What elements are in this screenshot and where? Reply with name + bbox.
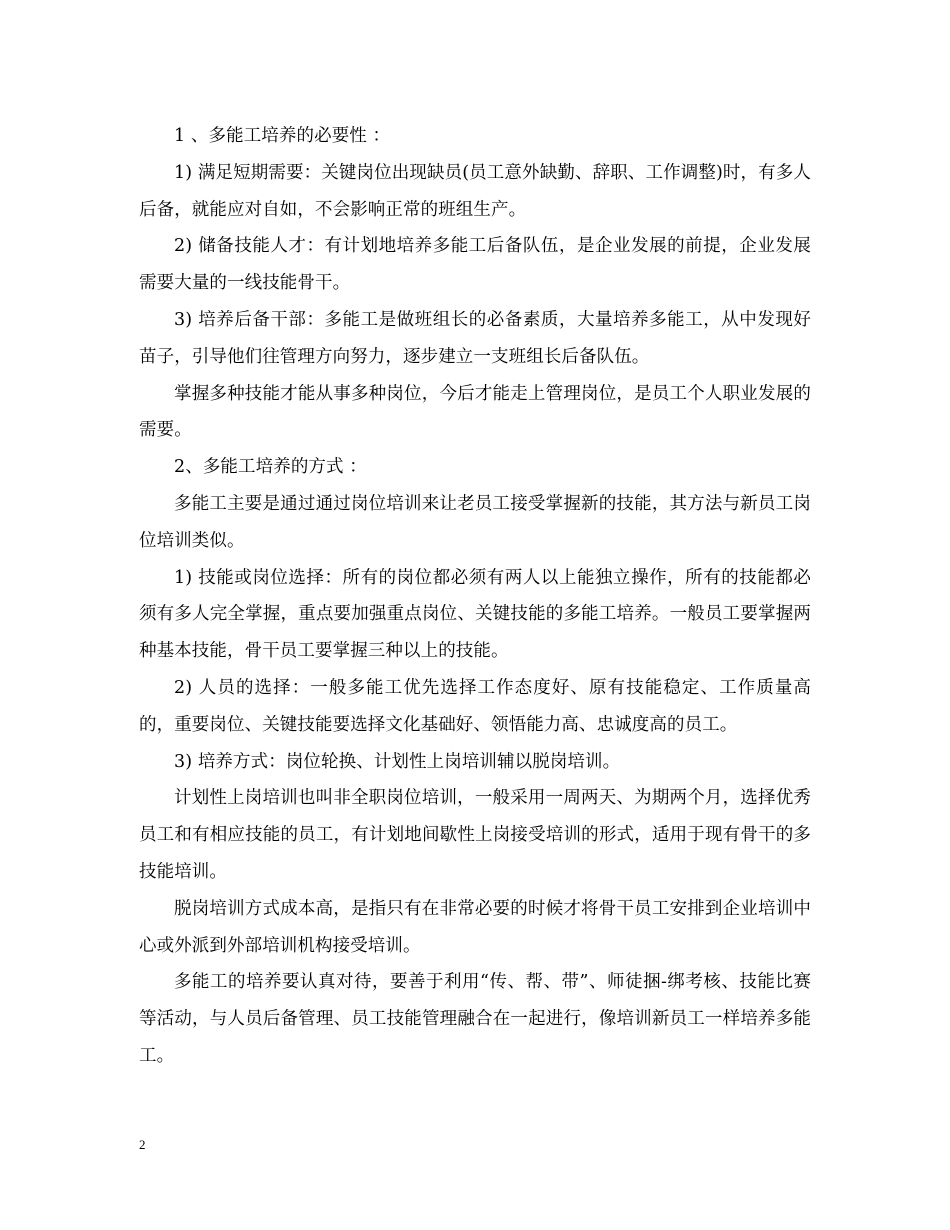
paragraph-methods-intro: 多能工主要是通过通过岗位培训来让老员工接受掌握新的技能，其方法与新员工岗位培训类似。: [139, 493, 811, 551]
paragraph-planned-training: 计划性上岗培训也叫非全职岗位培训，一般采用一周两天、为期两个月，选择优秀员工和有相应技能的员工，有计划地间歇性上岗接受培训的形式，适用于现有骨干的多技能培训。: [139, 788, 811, 882]
paragraph-reserve-cadres: 3) 培养后备干部：多能工是做班组长的必备素质，大量培养多能工，从中发现好苗子，引导他们往管理方向努力，逐步建立一支班组长后备队伍。: [139, 309, 811, 367]
page-number: 2: [139, 1137, 146, 1152]
paragraph-reserve-talent: 2) 储备技能人才：有计划地培养多能工后备队伍，是企业发展的前提，企业发展需要大量的一线技能骨干。: [139, 236, 811, 294]
paragraph-training-mode: 3) 培养方式：岗位轮换、计划性上岗培训辅以脱岗培训。: [174, 751, 621, 772]
paragraph-short-term-needs: 1) 满足短期需要：关键岗位出现缺员(员工意外缺勤、辞职、工作调整)时，有多人后备，就能应对自如，不会影响正常的班组生产。: [139, 162, 811, 220]
document-body: [139, 118, 811, 1075]
paragraph-career-development: 掌握多种技能才能从事多种岗位，今后才能走上管理岗位，是员工个人职业发展的需要。: [139, 383, 811, 441]
paragraph-conclusion: 多能工的培养要认真对待，要善于利用“传、帮、带”、师徒捆-绑考核、技能比赛等活动，与人员后备管理、员工技能管理融合在一起进行，像培训新员工一样培养多能工。: [139, 972, 811, 1066]
paragraph-necessity-heading: 1 、多能工培养的必要性 ：: [174, 126, 391, 146]
paragraph-personnel-selection: 2) 人员的选择：一般多能工优先选择工作态度好、原有技能稳定、工作质量高的，重要岗位、关键技能要选择文化基础好、领悟能力高、忠诚度高的员工。: [139, 677, 811, 735]
paragraph-offsite-training: 脱岗培训方式成本高，是指只有在非常必要的时候才将骨干员工安排到企业培训中心或外派到外部培训机构接受培训。: [139, 898, 811, 956]
paragraph-skill-selection: 1) 技能或岗位选择：所有的岗位都必须有两人以上能独立操作，所有的技能都必须有多人完全掌握，重点要加强重点岗位、关键技能的多能工培养。一般员工要掌握两种基本技能，骨干员工要掌握三种以上的技能。: [139, 567, 811, 662]
paragraph-methods-heading: 2、多能工培养的方式 ：: [174, 457, 367, 478]
